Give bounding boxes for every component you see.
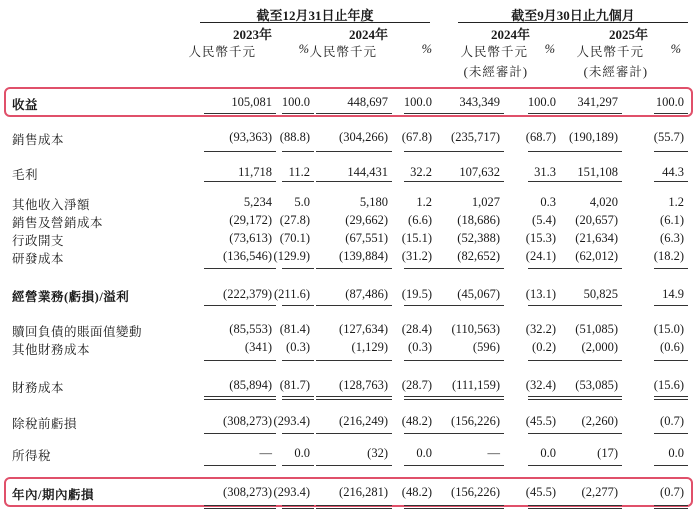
table-row xyxy=(0,446,700,462)
amount-cell: 343,349 xyxy=(459,95,500,109)
single-underline xyxy=(528,433,560,434)
percent-cell: (32.2) xyxy=(525,322,556,336)
amount-cell: (1,129) xyxy=(351,340,388,354)
amount-cell: (87,486) xyxy=(345,287,388,301)
amount-cell: (45,067) xyxy=(457,287,500,301)
single-underline xyxy=(204,181,276,182)
amount-cell: (2,277) xyxy=(581,485,618,499)
single-underline xyxy=(316,113,392,114)
double-underline xyxy=(316,505,392,509)
single-underline xyxy=(528,113,560,114)
double-underline xyxy=(282,396,314,400)
percent-cell: (0.6) xyxy=(660,340,684,354)
percent-cell: (67.8) xyxy=(401,130,432,144)
percent-cell: 0.3 xyxy=(540,195,556,209)
single-underline xyxy=(204,360,276,361)
amount-cell: 11,718 xyxy=(238,165,272,179)
single-underline xyxy=(316,433,392,434)
single-underline xyxy=(316,360,392,361)
percent-cell: (15.1) xyxy=(401,231,432,245)
single-underline xyxy=(282,151,314,152)
period-underline xyxy=(458,22,688,23)
percent-cell: (0.3) xyxy=(286,340,310,354)
percent-cell: (31.2) xyxy=(401,249,432,263)
percent-cell: (19.5) xyxy=(401,287,432,301)
double-underline xyxy=(528,505,560,509)
percent-cell: 0.0 xyxy=(294,446,310,460)
row-label: 所得稅 xyxy=(12,449,52,463)
table-row xyxy=(0,414,700,430)
single-underline xyxy=(282,305,314,306)
single-underline xyxy=(654,360,688,361)
row-label: 其他財務成本 xyxy=(12,343,91,357)
single-underline xyxy=(282,433,314,434)
percent-cell: (28.7) xyxy=(401,378,432,392)
amount-cell: (128,763) xyxy=(339,378,388,392)
percent-cell: (15.3) xyxy=(525,231,556,245)
double-underline xyxy=(204,505,276,509)
single-underline xyxy=(560,151,622,152)
table-row xyxy=(0,340,700,356)
percent-cell: 100.0 xyxy=(527,95,556,109)
single-underline xyxy=(282,113,314,114)
single-underline xyxy=(204,465,276,466)
single-underline xyxy=(282,465,314,466)
single-underline xyxy=(560,268,622,269)
amount-cell: (85,553) xyxy=(229,322,272,336)
amount-cell: (32) xyxy=(367,446,388,460)
single-underline xyxy=(560,181,622,182)
row-label: 行政開支 xyxy=(12,234,65,248)
percent-cell: 100.0 xyxy=(655,95,684,109)
amount-cell: 5,180 xyxy=(359,195,388,209)
percent-cell: 0.0 xyxy=(540,446,556,460)
percent-cell: (55.7) xyxy=(653,130,684,144)
unit-header: 人民幣千元 xyxy=(188,45,256,59)
amount-cell: (82,652) xyxy=(457,249,500,263)
single-underline xyxy=(436,305,504,306)
unit-header: 人民幣千元 xyxy=(309,45,377,59)
table-row xyxy=(0,213,700,229)
amount-cell: (156,226) xyxy=(451,414,500,428)
double-underline xyxy=(316,396,392,400)
single-underline xyxy=(316,268,392,269)
amount-cell: — xyxy=(259,446,272,460)
double-underline xyxy=(204,396,276,400)
amount-cell: (18,686) xyxy=(457,213,500,227)
amount-cell: (139,884) xyxy=(339,249,388,263)
amount-cell: (2,000) xyxy=(581,340,618,354)
single-underline xyxy=(436,151,504,152)
single-underline xyxy=(404,113,436,114)
percent-cell: (293.4) xyxy=(273,414,310,428)
amount-cell: (52,388) xyxy=(457,231,500,245)
percent-cell: 0.0 xyxy=(668,446,684,460)
year-header-2024: 2024年 xyxy=(348,27,388,42)
table-row xyxy=(0,195,700,211)
single-underline xyxy=(316,465,392,466)
amount-cell: 144,431 xyxy=(347,165,388,179)
amount-cell: (62,012) xyxy=(575,249,618,263)
amount-cell: — xyxy=(487,446,500,460)
single-underline xyxy=(528,465,560,466)
unit-header: 人民幣千元 xyxy=(576,45,644,59)
amount-cell: (2,260) xyxy=(581,414,618,428)
amount-cell: (308,273) xyxy=(223,485,272,499)
percent-cell: (81.7) xyxy=(279,378,310,392)
year-header-2024-nine: 2024年 xyxy=(490,27,530,42)
table-row xyxy=(0,231,700,247)
amount-cell: (190,189) xyxy=(569,130,618,144)
percent-cell: (5.4) xyxy=(532,213,556,227)
percent-cell: (15.0) xyxy=(653,322,684,336)
single-underline xyxy=(436,465,504,466)
unaudited-note: (未經審計) xyxy=(463,65,528,79)
single-underline xyxy=(436,181,504,182)
unaudited-note: (未經審計) xyxy=(583,65,648,79)
amount-cell: 50,825 xyxy=(583,287,618,301)
percent-cell: (0.3) xyxy=(408,340,432,354)
amount-cell: (596) xyxy=(472,340,500,354)
row-label: 毛利 xyxy=(12,168,39,182)
single-underline xyxy=(282,268,314,269)
percent-cell: (68.7) xyxy=(525,130,556,144)
percent-cell: (6.6) xyxy=(408,213,432,227)
percent-cell: (27.8) xyxy=(279,213,310,227)
period-header-nine-months: 截至9月30日止九個月 xyxy=(511,8,635,23)
percent-cell: 1.2 xyxy=(668,195,684,209)
percent-cell: (211.6) xyxy=(274,287,310,301)
year-header-2023: 2023年 xyxy=(232,27,272,42)
percent-cell: (48.2) xyxy=(401,485,432,499)
percent-cell: 31.3 xyxy=(534,165,556,179)
period-header-year: 截至12月31日止年度 xyxy=(256,8,374,23)
percent-cell: (0.7) xyxy=(660,485,684,499)
single-underline xyxy=(528,360,560,361)
percent-cell: (88.8) xyxy=(279,130,310,144)
amount-cell: (51,085) xyxy=(575,322,618,336)
double-underline xyxy=(654,505,688,509)
table-row xyxy=(0,130,700,146)
percent-cell: (293.4) xyxy=(273,485,310,499)
year-header-2025: 2025年 xyxy=(608,27,648,42)
amount-cell: (111,159) xyxy=(451,378,500,392)
single-underline xyxy=(654,268,688,269)
single-underline xyxy=(404,465,436,466)
row-label: 財務成本 xyxy=(12,381,65,395)
amount-cell: (341) xyxy=(244,340,272,354)
row-label: 收益 xyxy=(12,98,39,112)
single-underline xyxy=(436,268,504,269)
percent-cell: (6.1) xyxy=(660,213,684,227)
double-underline xyxy=(404,396,436,400)
single-underline xyxy=(654,465,688,466)
single-underline xyxy=(654,151,688,152)
amount-cell: (110,563) xyxy=(451,322,500,336)
amount-cell: (304,266) xyxy=(339,130,388,144)
single-underline xyxy=(204,433,276,434)
single-underline xyxy=(316,305,392,306)
single-underline xyxy=(560,433,622,434)
amount-cell: 341,297 xyxy=(577,95,618,109)
amount-cell: (93,363) xyxy=(229,130,272,144)
table-row xyxy=(0,378,700,394)
single-underline xyxy=(654,433,688,434)
single-underline xyxy=(528,305,560,306)
amount-cell: (29,172) xyxy=(229,213,272,227)
percent-cell: 32.2 xyxy=(410,165,432,179)
single-underline xyxy=(560,465,622,466)
pct-header: % xyxy=(670,42,681,56)
amount-cell: (216,281) xyxy=(339,485,388,499)
pct-header: % xyxy=(298,42,309,56)
percent-cell: (129.9) xyxy=(273,249,310,263)
amount-cell: (20,657) xyxy=(575,213,618,227)
percent-cell: (0.7) xyxy=(660,414,684,428)
amount-cell: 105,081 xyxy=(231,95,272,109)
double-underline xyxy=(654,396,688,400)
percent-cell: (70.1) xyxy=(279,231,310,245)
single-underline xyxy=(204,113,276,114)
single-underline xyxy=(404,181,436,182)
percent-cell: (24.1) xyxy=(525,249,556,263)
percent-cell: 5.0 xyxy=(294,195,310,209)
percent-cell: 100.0 xyxy=(281,95,310,109)
single-underline xyxy=(654,113,688,114)
percent-cell: (6.3) xyxy=(660,231,684,245)
percent-cell: (32.4) xyxy=(525,378,556,392)
percent-cell: 11.2 xyxy=(288,165,310,179)
row-label: 其他收入淨額 xyxy=(12,198,91,212)
single-underline xyxy=(436,433,504,434)
row-label: 銷售及營銷成本 xyxy=(12,216,104,230)
percent-cell: (81.4) xyxy=(279,322,310,336)
percent-cell: (28.4) xyxy=(401,322,432,336)
double-underline xyxy=(436,396,504,400)
row-label: 研發成本 xyxy=(12,252,65,266)
amount-cell: (136,546) xyxy=(223,249,272,263)
amount-cell: (29,662) xyxy=(345,213,388,227)
double-underline xyxy=(282,505,314,509)
single-underline xyxy=(528,268,560,269)
percent-cell: (45.5) xyxy=(525,485,556,499)
single-underline xyxy=(560,113,622,114)
double-underline xyxy=(528,396,560,400)
percent-cell: (15.6) xyxy=(653,378,684,392)
double-underline xyxy=(436,505,504,509)
amount-cell: (127,634) xyxy=(339,322,388,336)
single-underline xyxy=(204,268,276,269)
single-underline xyxy=(282,360,314,361)
amount-cell: (85,894) xyxy=(229,378,272,392)
amount-cell: 4,020 xyxy=(589,195,618,209)
amount-cell: (156,226) xyxy=(451,485,500,499)
single-underline xyxy=(436,360,504,361)
single-underline xyxy=(204,305,276,306)
percent-cell: (45.5) xyxy=(525,414,556,428)
single-underline xyxy=(436,113,504,114)
single-underline xyxy=(560,305,622,306)
amount-cell: 151,108 xyxy=(577,165,618,179)
double-underline xyxy=(560,396,622,400)
table-row xyxy=(0,322,700,338)
amount-cell: 448,697 xyxy=(347,95,388,109)
amount-cell: (53,085) xyxy=(575,378,618,392)
percent-cell: (13.1) xyxy=(525,287,556,301)
double-underline xyxy=(404,505,436,509)
single-underline xyxy=(316,151,392,152)
row-label: 銷售成本 xyxy=(12,133,65,147)
amount-cell: (222,379) xyxy=(223,287,272,301)
single-underline xyxy=(404,433,436,434)
pct-header: % xyxy=(544,42,555,56)
single-underline xyxy=(560,360,622,361)
period-underline xyxy=(200,22,430,23)
row-label: 除稅前虧損 xyxy=(12,417,78,431)
double-underline xyxy=(560,505,622,509)
row-label: 經營業務(虧損)/溢利 xyxy=(12,290,130,304)
table-row xyxy=(0,287,700,303)
amount-cell: (67,551) xyxy=(345,231,388,245)
amount-cell: 107,632 xyxy=(459,165,500,179)
single-underline xyxy=(654,181,688,182)
amount-cell: (308,273) xyxy=(223,414,272,428)
percent-cell: (18.2) xyxy=(653,249,684,263)
amount-cell: (216,249) xyxy=(339,414,388,428)
amount-cell: (235,717) xyxy=(451,130,500,144)
table-row xyxy=(0,95,700,111)
percent-cell: 0.0 xyxy=(416,446,432,460)
table-row xyxy=(0,249,700,265)
single-underline xyxy=(654,305,688,306)
percent-cell: (0.2) xyxy=(532,340,556,354)
percent-cell: 14.9 xyxy=(662,287,684,301)
pct-header: % xyxy=(421,42,432,56)
row-label: 年內/期內虧損 xyxy=(12,488,94,502)
single-underline xyxy=(404,305,436,306)
amount-cell: 5,234 xyxy=(243,195,272,209)
single-underline xyxy=(404,268,436,269)
single-underline xyxy=(316,181,392,182)
amount-cell: (73,613) xyxy=(229,231,272,245)
single-underline xyxy=(528,181,560,182)
single-underline xyxy=(204,151,276,152)
percent-cell: 1.2 xyxy=(416,195,432,209)
percent-cell: 44.3 xyxy=(662,165,684,179)
amount-cell: 1,027 xyxy=(471,195,500,209)
row-label: 贖回負債的賬面值變動 xyxy=(12,325,143,339)
amount-cell: (17) xyxy=(597,446,618,460)
single-underline xyxy=(528,151,560,152)
single-underline xyxy=(404,151,436,152)
unit-header: 人民幣千元 xyxy=(460,45,528,59)
amount-cell: (21,634) xyxy=(575,231,618,245)
single-underline xyxy=(282,181,314,182)
percent-cell: 100.0 xyxy=(403,95,432,109)
table-row xyxy=(0,485,700,501)
table-row xyxy=(0,165,700,181)
single-underline xyxy=(404,360,436,361)
percent-cell: (48.2) xyxy=(401,414,432,428)
